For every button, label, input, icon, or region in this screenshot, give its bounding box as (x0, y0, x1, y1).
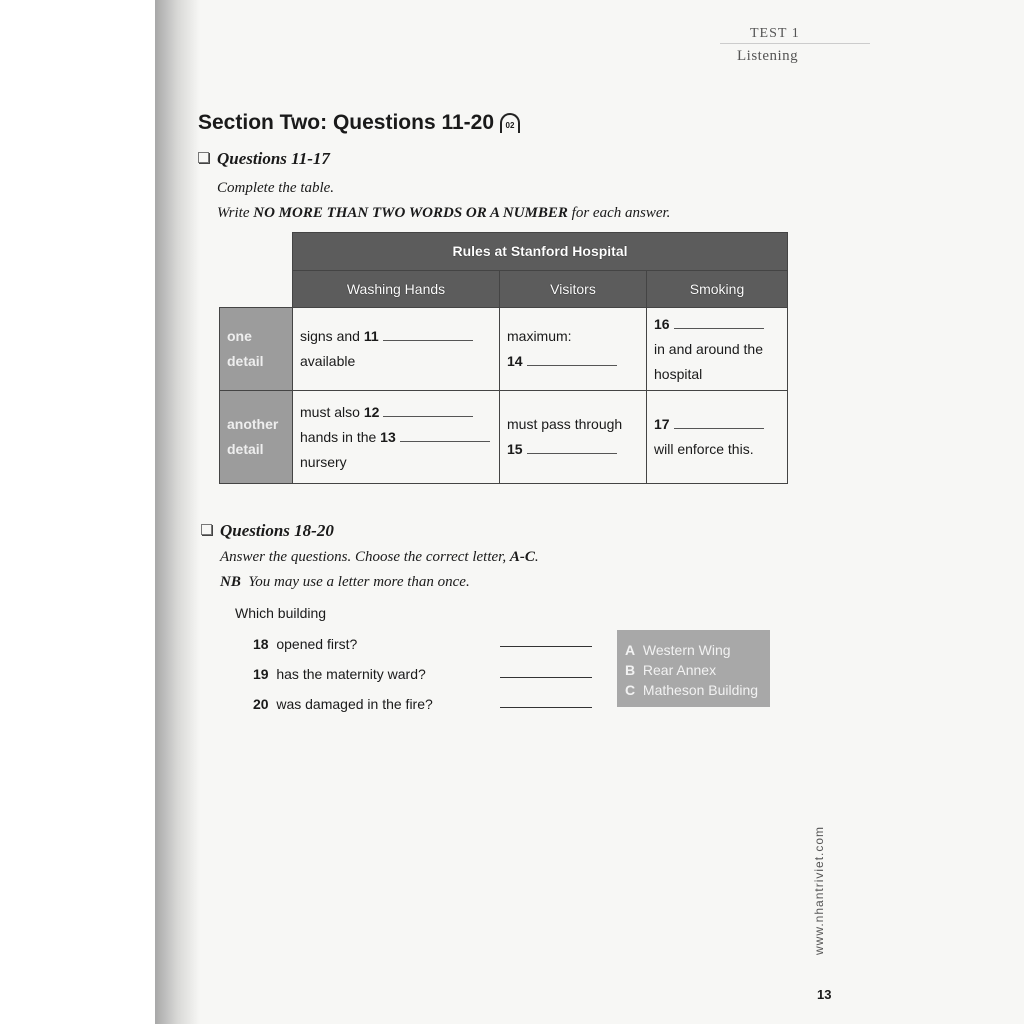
header-test: TEST 1 (750, 26, 800, 41)
options-box (617, 630, 770, 707)
instruction: Complete the table. (217, 180, 335, 196)
answer-blank-16[interactable] (674, 316, 764, 329)
question-19: 19 has the maternity ward? (253, 666, 426, 682)
answer-blank-20[interactable] (500, 707, 592, 708)
answer-blank-15[interactable] (527, 441, 617, 454)
answer-blank-12[interactable] (383, 404, 473, 417)
row-label: another detail (220, 391, 293, 484)
page-number: 13 (817, 987, 832, 1002)
column-header: Washing Hands (293, 271, 500, 308)
section-title: Section Two: Questions 11-20 (198, 111, 495, 134)
header-section: Listening (737, 48, 799, 64)
instruction-word-limit: Write NO MORE THAN TWO WORDS OR A NUMBER for each answer. (217, 205, 671, 221)
table-row: another detail must also 12 hands in the 13 nursery must pass through 15 17 will enforce this. (220, 391, 788, 484)
answer-blank-18[interactable] (500, 646, 592, 647)
question-18: 18 opened first? (253, 636, 358, 652)
website-url: www.nhantriviet.com (812, 825, 826, 955)
answer-blank-13[interactable] (400, 429, 490, 442)
option-b: B Rear Annex (625, 662, 717, 678)
table-title: Rules at Stanford Hospital (293, 233, 788, 271)
checkbox-bullet-icon (201, 524, 212, 535)
checkbox-bullet-icon (198, 152, 209, 163)
answer-blank-19[interactable] (500, 677, 592, 678)
instruction: Answer the questions. Choose the correct letter, A-C. (220, 549, 539, 565)
nb-note: NB You may use a letter more than once. (220, 574, 470, 590)
option-a: A Western Wing (625, 642, 731, 658)
page-binding-shadow (155, 0, 200, 1024)
questions-11-17-heading: Questions 11-17 (198, 149, 330, 169)
question-stem: Which building (235, 605, 327, 621)
rules-table (219, 232, 788, 484)
question-20: 20 was damaged in the fire? (253, 696, 433, 712)
column-header: Visitors (500, 271, 647, 308)
option-c: C Matheson Building (625, 682, 759, 698)
headphones-audio-icon: 02 (500, 113, 520, 133)
row-label: one detail (220, 308, 293, 391)
questions-18-20-heading: Questions 18-20 (201, 521, 334, 541)
header-divider (720, 43, 870, 44)
answer-blank-14[interactable] (527, 353, 617, 366)
answer-blank-11[interactable] (383, 328, 473, 341)
table-row: one detail signs and 11 available maximum: 14 16 in and around the hospital (220, 308, 788, 391)
column-header: Smoking (647, 271, 788, 308)
answer-blank-17[interactable] (674, 416, 764, 429)
